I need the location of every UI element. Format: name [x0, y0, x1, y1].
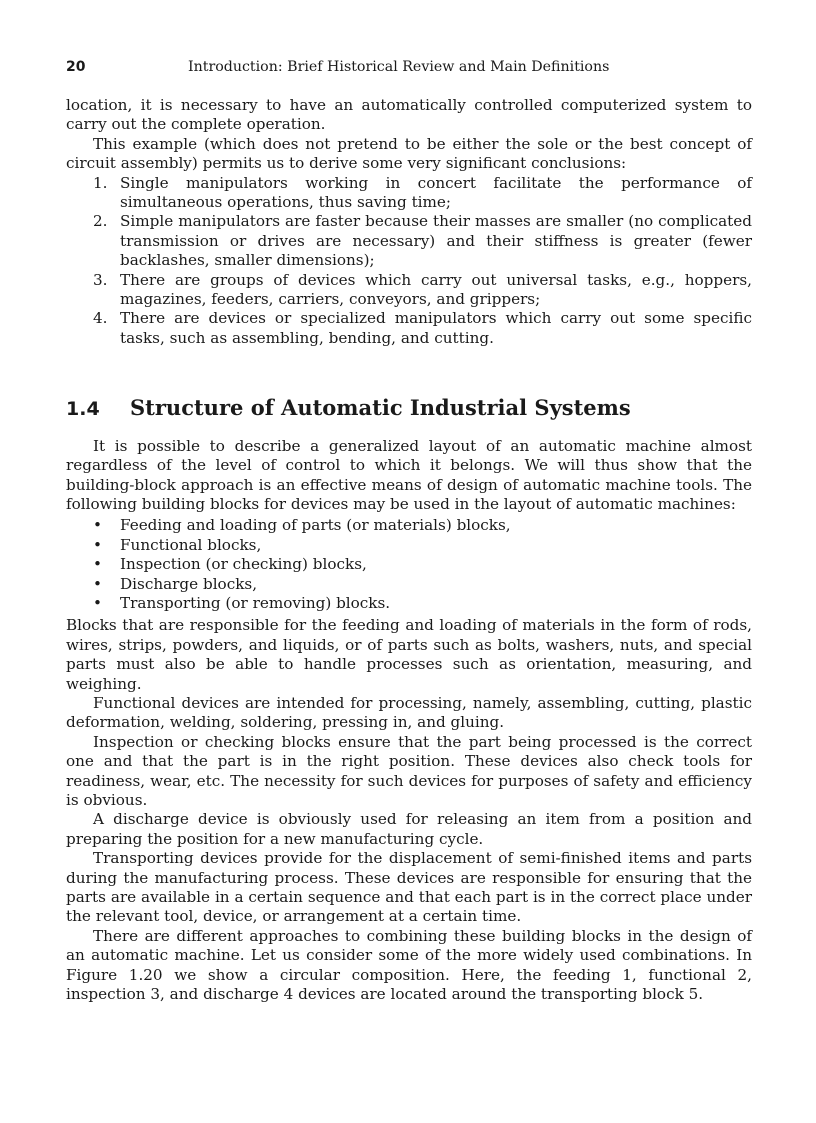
- list-item: [93, 536, 752, 555]
- list-item: [93, 174, 752, 213]
- list-text: Simple manipulators are faster because their masses are smaller (no complicated transmission or drives are necessary) and their stiffness is greater (fewer backlashes, smaller dimensions);: [120, 212, 752, 270]
- paragraph-functional-devices: Functional devices are intended for processing, namely, assembling, cutting, plastic deformation, welding, soldering, pressing in, and gluing.: [66, 693, 752, 732]
- paragraph-feeding-blocks: Blocks that are responsible for the feeding and loading of materials in the form of rods, wires, strips, powders, and liquids, or of parts such as bolts, washers, nuts, and special parts must also be able to handle processes such as orientation, measuring, and weighing.: [66, 616, 752, 693]
- section-heading: [66, 395, 752, 421]
- page-number: 20: [66, 59, 86, 75]
- building-blocks-list: [66, 516, 752, 613]
- paragraph-discharge-device: A discharge device is obviously used for releasing an item from a position and preparing the position for a new manufacturing cycle.: [66, 810, 752, 848]
- list-number: 4.: [93, 309, 108, 328]
- list-number: 1.: [93, 173, 108, 192]
- list-number: 2.: [93, 212, 108, 231]
- list-text: Functional blocks,: [120, 535, 262, 554]
- paragraph-inspection-blocks: Inspection or checking blocks ensure that the part being processed is the correct one and that the part is in the right position. These devices also check tools for readiness, wear, etc. The necessity for such devices for purposes of safety and efficiency is obvious.: [66, 732, 752, 809]
- running-header: [66, 58, 752, 80]
- bullet-icon: •: [93, 593, 102, 612]
- list-text: Inspection (or checking) blocks,: [120, 555, 367, 574]
- bullet-icon: •: [93, 574, 102, 593]
- list-text: There are devices or specialized manipulators which carry out some specific tasks, such as assembling, bending, and cutting.: [120, 309, 752, 347]
- list-text: Feeding and loading of parts (or materials) blocks,: [120, 516, 511, 535]
- list-number: 3.: [93, 270, 108, 289]
- page: [66, 58, 752, 1004]
- paragraph-generalized-layout: It is possible to describe a generalized layout of an automatic machine almost regardless of the level of control to which it belongs. We will thus show that the building-block approach is an effective means of design of automatic machine tools. The following building blocks for devices may be used in the layout of automatic machines:: [66, 436, 752, 513]
- list-item: [93, 271, 752, 310]
- paragraph-example: This example (which does not pretend to be either the sole or the best concept of circuit assembly) permits us to derive some very significant conclusions:: [66, 134, 752, 173]
- list-item: [93, 594, 752, 613]
- bullet-icon: •: [93, 555, 102, 574]
- bullet-icon: •: [93, 516, 102, 535]
- paragraph-combination-approaches: There are different approaches to combining these building blocks in the design of an automatic machine. Let us consider some of the more widely used combinations. In Figure 1.20 we show a circular composition. Here, the feeding 1, functional 2, inspection 3, and discharge 4 devices are located around the transporting block 5.: [66, 926, 752, 1004]
- section-title: Structure of Automatic Industrial Systems: [130, 395, 631, 421]
- paragraph-transporting-devices: Transporting devices provide for the displacement of semi-finished items and parts during the manufacturing process. These devices are responsible for ensuring that the parts are available in a certain sequence and that each part is in the correct place under the relevant tool, device, or arrangement at a certain time.: [66, 849, 752, 926]
- list-item: [93, 516, 752, 535]
- list-item: [93, 212, 752, 270]
- list-text: Single manipulators working in concert facilitate the performance of simultaneous operations, thus saving time;: [120, 173, 752, 212]
- list-text: Transporting (or removing) blocks.: [120, 593, 391, 612]
- list-item: [93, 309, 752, 348]
- paragraph-continuation: location, it is necessary to have an automatically controlled computerized system to carry out the complete operation.: [66, 96, 752, 134]
- list-text: Discharge blocks,: [120, 574, 258, 593]
- running-title: Introduction: Brief Historical Review and Main Definitions: [188, 59, 610, 75]
- conclusions-list: [66, 174, 752, 349]
- bullet-icon: •: [93, 535, 102, 554]
- section-number: 1.4: [66, 398, 100, 421]
- list-item: [93, 555, 752, 574]
- list-item: [93, 575, 752, 594]
- list-text: There are groups of devices which carry out universal tasks, e.g., hoppers, magazines, feeders, carriers, conveyors, and grippers;: [120, 270, 752, 309]
